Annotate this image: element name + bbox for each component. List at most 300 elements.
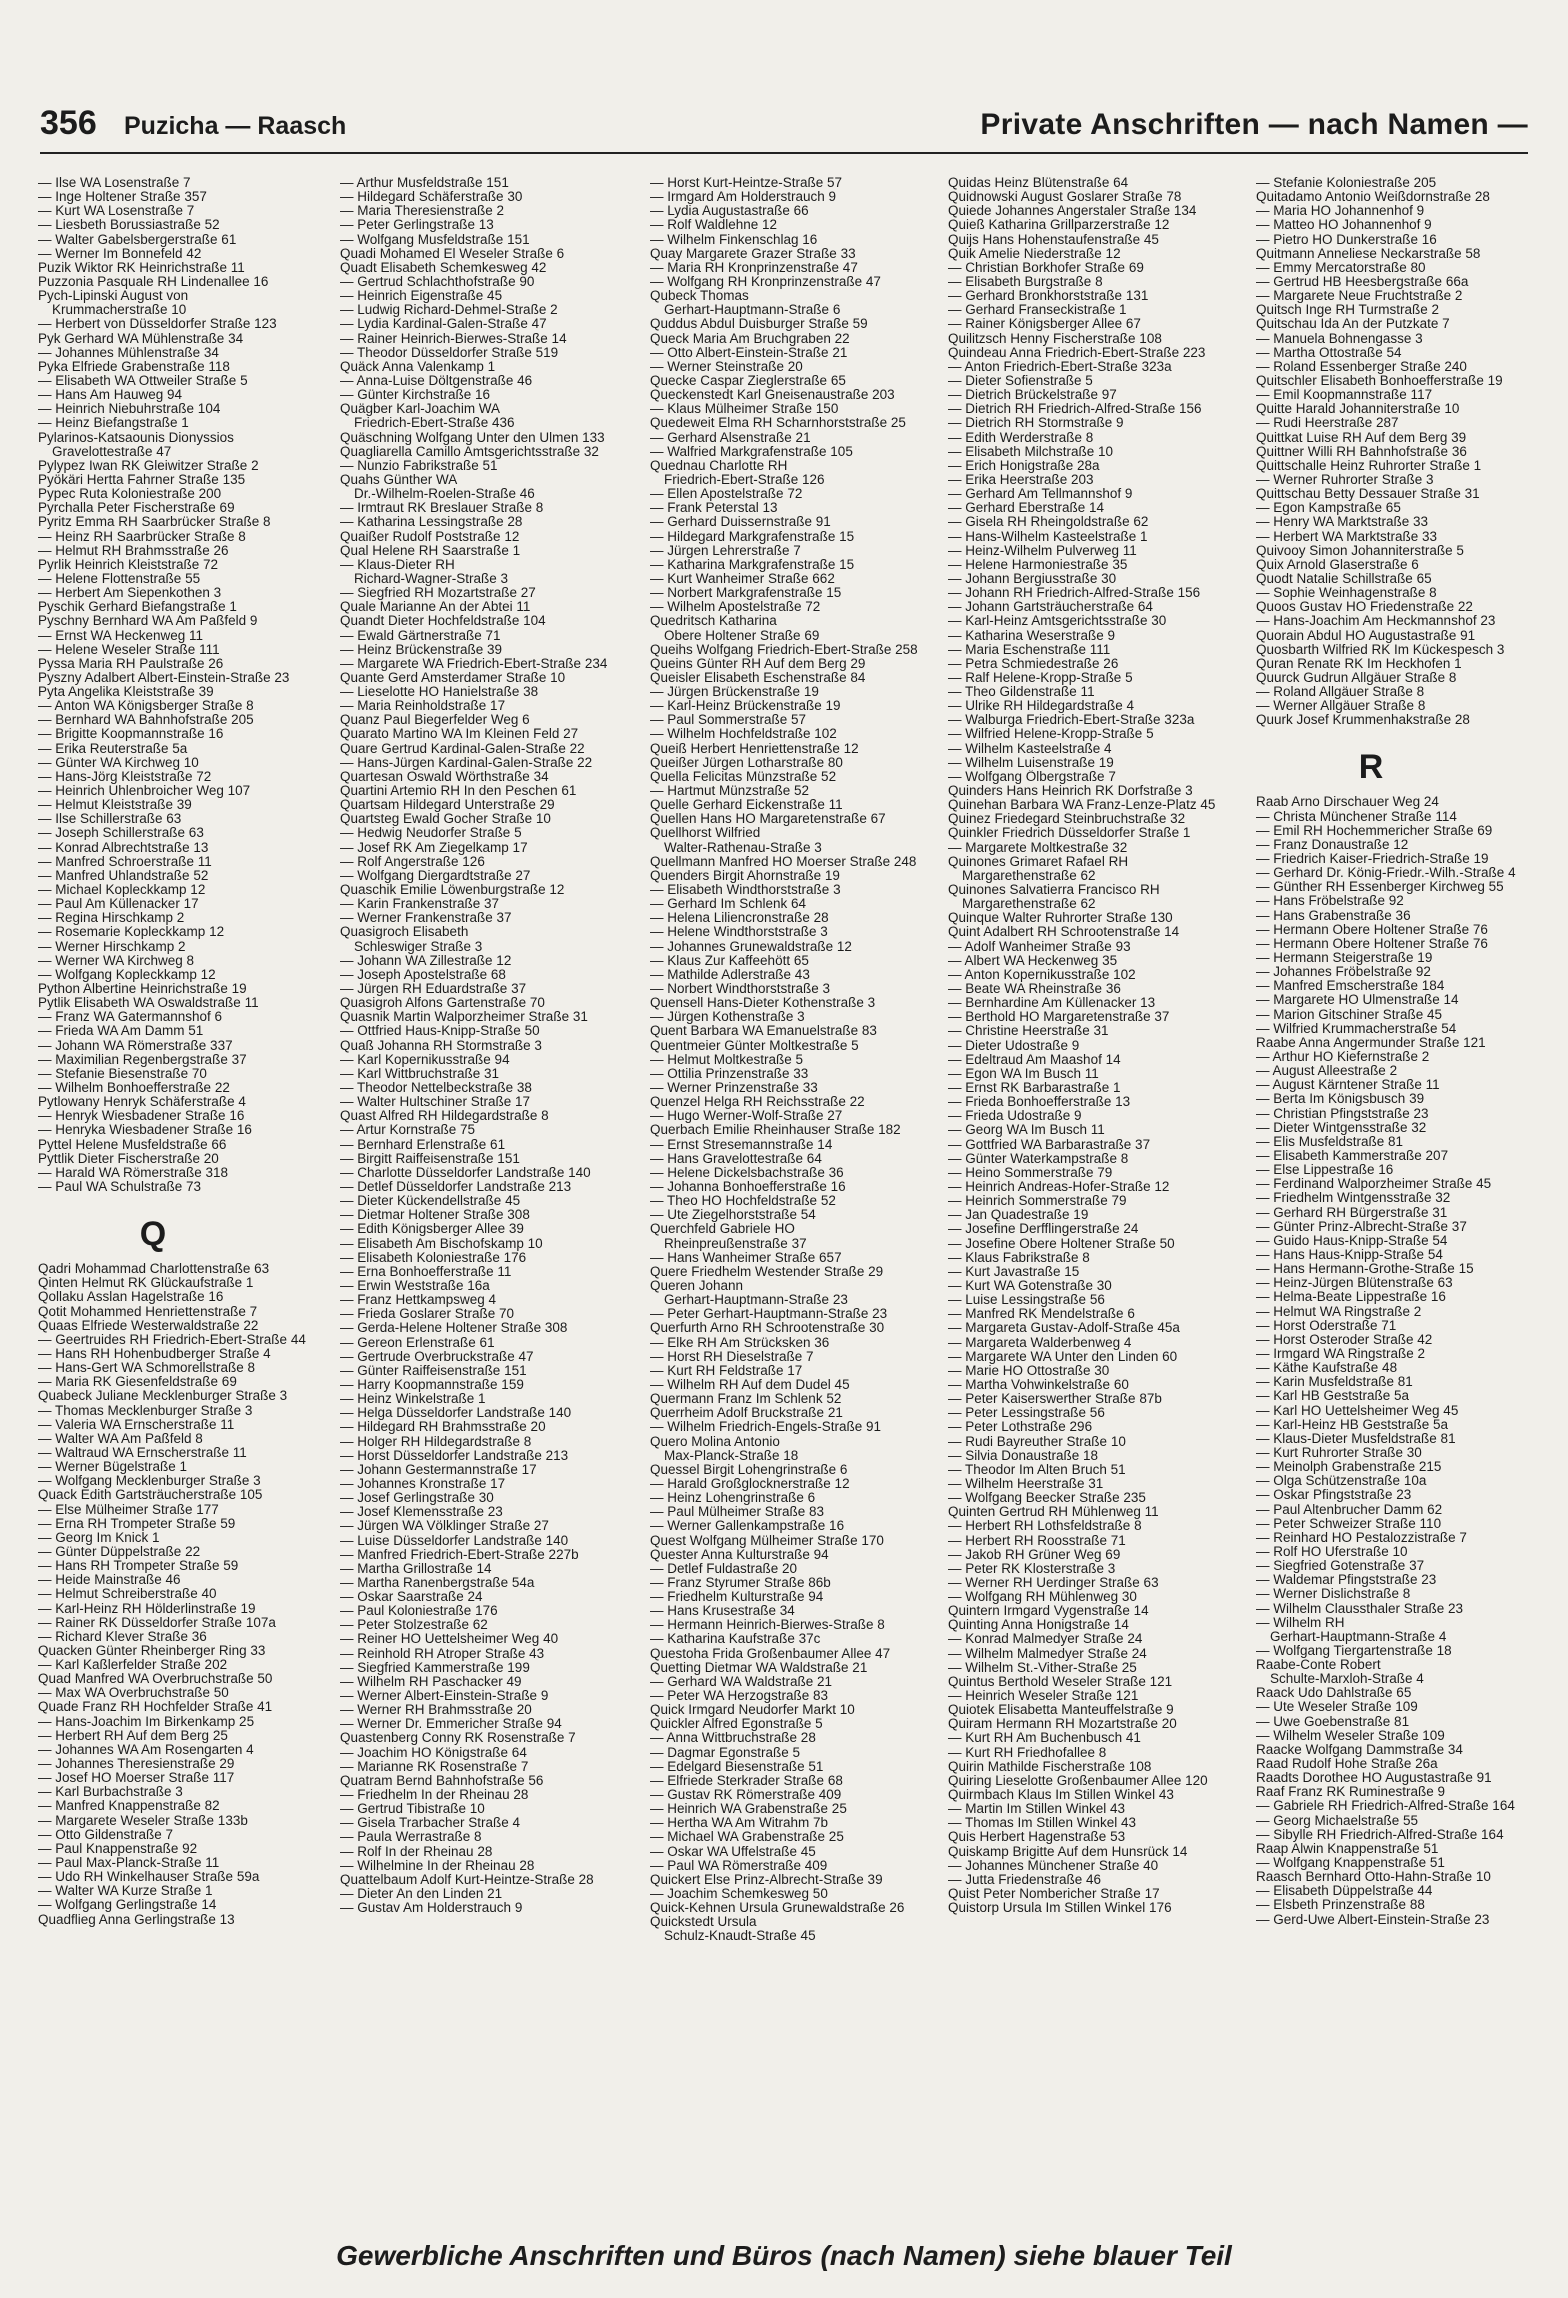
directory-entry: — Günter Düppelstraße 22 xyxy=(38,1544,201,1559)
directory-entry: Schleswiger Straße 3 xyxy=(354,939,483,954)
directory-entry: — Norbert Markgrafenstraße 15 xyxy=(650,586,842,601)
directory-entry: — Gerd-Uwe Albert-Einstein-Straße 23 xyxy=(1256,1912,1490,1927)
directory-entry: Qubeck Thomas xyxy=(650,289,749,304)
directory-entry: — Manfred Friedrich-Ebert-Straße 227b xyxy=(340,1547,579,1562)
directory-entry: — Lydia Kardinal-Galen-Straße 47 xyxy=(340,317,547,332)
directory-entry: Quedritsch Katharina xyxy=(650,614,777,629)
directory-entry: Querbach Emilie Rheinhauser Straße 182 xyxy=(650,1123,901,1138)
directory-entry: — Heinrich Andreas-Hofer-Straße 12 xyxy=(948,1179,1170,1194)
directory-entry: Quale Marianne An der Abtei 11 xyxy=(340,600,531,615)
directory-entry: — Detlef Düsseldorfer Landstraße 213 xyxy=(340,1179,572,1194)
directory-entry: — Johanna Bonhoefferstraße 16 xyxy=(650,1179,846,1194)
directory-entry: — Wilfried Helene-Kropp-Straße 5 xyxy=(948,727,1154,742)
directory-entry: — Frank Peterstal 13 xyxy=(650,501,778,516)
directory-entry: Margarethenstraße 62 xyxy=(962,897,1096,912)
directory-entry: — Wilhelmine In der Rheinau 28 xyxy=(340,1858,535,1873)
directory-entry: — Gerhard Alsenstraße 21 xyxy=(650,430,811,445)
directory-entry: — Dietmar Holtener Straße 308 xyxy=(340,1208,530,1223)
directory-entry: — Erwin Weststraße 16a xyxy=(340,1278,490,1293)
directory-entry: — Wilhelm Heerstraße 31 xyxy=(948,1476,1104,1491)
directory-entry: — Udo RH Winkelhauser Straße 59a xyxy=(38,1870,260,1885)
directory-entry: — Rolf Waldlehne 12 xyxy=(650,218,778,233)
directory-entry: — Jürgen WA Völklinger Straße 27 xyxy=(340,1519,549,1534)
directory-entry: — Artur Kornstraße 75 xyxy=(340,1123,476,1138)
directory-entry: — Siegfried Gotenstraße 37 xyxy=(1256,1559,1425,1574)
directory-entry: Quindeau Anna Friedrich-Ebert-Straße 223 xyxy=(948,345,1206,360)
directory-entry: — Wilhelm Friedrich-Engels-Straße 91 xyxy=(650,1420,882,1435)
directory-entry: — Heinz RH Saarbrücker Straße 8 xyxy=(38,529,246,544)
directory-entry: — Johannes Fröbelstraße 92 xyxy=(1256,965,1431,980)
directory-entry: — Horst Düsseldorfer Landstraße 213 xyxy=(340,1448,569,1463)
directory-entry: — Hans-Gert WA Schmorellstraße 8 xyxy=(38,1361,256,1376)
directory-entry: Quinones Salvatierra Francisco RH xyxy=(948,883,1160,898)
directory-entry: — Wilhelm Hochfeldstraße 102 xyxy=(650,727,837,742)
directory-entry: — Karl Kaßlerfelder Straße 202 xyxy=(38,1658,228,1673)
directory-entry: — Joseph Apostelstraße 68 xyxy=(340,967,506,982)
directory-entry: Pytlowany Henryk Schäferstraße 4 xyxy=(38,1095,246,1110)
directory-entry: — Ilse WA Losenstraße 7 xyxy=(38,176,191,190)
directory-entry: — Irmgard Am Holderstrauch 9 xyxy=(650,190,837,205)
directory-entry: Quran Renate RK Im Heckhofen 1 xyxy=(1256,656,1462,671)
directory-entry: — Maximilian Regenbergstraße 37 xyxy=(38,1052,247,1067)
directory-columns xyxy=(38,176,1538,2216)
directory-entry: — Thomas Mecklenburger Straße 3 xyxy=(38,1403,253,1418)
directory-entry: — Gisela Trarbacher Straße 4 xyxy=(340,1816,521,1831)
directory-entry: — Wilhelm Luisenstraße 19 xyxy=(948,755,1114,770)
directory-entry: — Gottfried WA Barbarastraße 37 xyxy=(948,1137,1151,1152)
directory-entry: Querchfeld Gabriele HO xyxy=(650,1222,795,1237)
directory-entry: Quellen Hans HO Margaretenstraße 67 xyxy=(650,812,886,827)
directory-entry: — Heinrich Niebuhrstraße 104 xyxy=(38,402,221,417)
directory-entry: Quetting Dietmar WA Waldstraße 21 xyxy=(650,1660,868,1675)
directory-entry: — Margarete Weseler Straße 133b xyxy=(38,1813,248,1828)
directory-entry: — Christa Münchener Straße 114 xyxy=(1256,809,1457,824)
directory-entry: — Harald Großglocknerstraße 12 xyxy=(650,1476,850,1491)
directory-entry: — Hermann Obere Holtener Straße 76 xyxy=(1256,936,1488,951)
directory-entry: — Heinrich Sommerstraße 79 xyxy=(948,1194,1127,1209)
directory-entry: — Hedwig Neudorfer Straße 5 xyxy=(340,826,522,841)
directory-entry: — Friedhelm Wintgensstraße 32 xyxy=(1256,1191,1451,1206)
directory-entry: — Bernhard WA Bahnhofstraße 205 xyxy=(38,713,254,728)
directory-entry: Quester Anna Kulturstraße 94 xyxy=(650,1547,829,1562)
directory-entry: Quenzel Helga RH Reichsstraße 22 xyxy=(650,1095,865,1110)
directory-entry: Quensell Hans-Dieter Kothenstraße 3 xyxy=(650,996,876,1011)
directory-entry: — Mathilde Adlerstraße 43 xyxy=(650,967,810,982)
directory-entry: — Edith Königsberger Allee 39 xyxy=(340,1222,524,1237)
directory-entry: — Margarete WA Friedrich-Ebert-Straße 234 xyxy=(340,656,608,671)
directory-entry: Pyta Angelika Kleiststraße 39 xyxy=(38,685,214,700)
directory-entry: — Heinz-Wilhelm Pulverweg 11 xyxy=(948,543,1137,558)
directory-entry: — Hans-Jürgen Kardinal-Galen-Straße 22 xyxy=(340,755,593,770)
directory-entry: — Rudi Heerstraße 287 xyxy=(1256,416,1399,431)
directory-entry: — Edeltraud Am Maashof 14 xyxy=(948,1052,1121,1067)
directory-entry: — Rolf HO Uferstraße 10 xyxy=(1256,1544,1408,1559)
directory-entry: Quadflieg Anna Gerlingstraße 13 xyxy=(38,1912,235,1927)
directory-entry: — Frieda WA Am Damm 51 xyxy=(38,1024,204,1039)
directory-entry: — Werner Prinzenstraße 33 xyxy=(650,1081,818,1095)
directory-entry: — Heinz Biefangstraße 1 xyxy=(38,416,189,431)
directory-entry: Raap Alwin Knappenstraße 51 xyxy=(1256,1841,1439,1856)
directory-entry: — Horst Osteroder Straße 42 xyxy=(1256,1332,1433,1347)
directory-entry: — Birgitt Raiffeisenstraße 151 xyxy=(340,1151,520,1166)
directory-entry: — Johannes Münchener Straße 40 xyxy=(948,1858,1159,1873)
directory-entry: Rheinpreußenstraße 37 xyxy=(664,1236,807,1251)
directory-entry: Pyschny Bernhard WA Am Paßfeld 9 xyxy=(38,614,258,629)
directory-entry: Python Albertine Heinrichstraße 19 xyxy=(38,982,247,997)
directory-entry: — Wilhelm Weseler Straße 109 xyxy=(1256,1728,1445,1743)
directory-entry: Quasigroch Elisabeth xyxy=(340,925,469,940)
directory-entry: — Elsbeth Prinzenstraße 88 xyxy=(1256,1898,1425,1913)
directory-entry: — Hans Gravelottestraße 64 xyxy=(650,1151,822,1166)
directory-entry: — Wilfried Krummacherstraße 54 xyxy=(1256,1021,1457,1036)
directory-entry: — Anton WA Königsberger Straße 8 xyxy=(38,699,254,714)
directory-entry: — Heino Sommerstraße 79 xyxy=(948,1165,1113,1180)
directory-entry: Quartsteg Ewald Gocher Straße 10 xyxy=(340,812,551,827)
directory-entry: — Manfred RK Mendelstraße 6 xyxy=(948,1307,1135,1322)
directory-entry: Quattelbaum Adolf Kurt-Heintze-Straße 28 xyxy=(340,1872,594,1887)
directory-entry: — Herbert RH Auf dem Berg 25 xyxy=(38,1728,228,1743)
directory-entry: Quistorp Ursula Im Stillen Winkel 176 xyxy=(948,1901,1172,1916)
directory-entry: — Henryka Wiesbadener Straße 16 xyxy=(38,1123,252,1138)
directory-entry: — Ludwig Richard-Dehmel-Straße 2 xyxy=(340,303,558,318)
directory-entry: — Peter Gerhart-Hauptmann-Straße 23 xyxy=(650,1307,888,1322)
directory-entry: — Martha Ranenbergstraße 54a xyxy=(340,1575,535,1590)
directory-entry: Querrheim Adolf Bruckstraße 21 xyxy=(650,1406,843,1421)
directory-entry: — Karin Frankenstraße 37 xyxy=(340,897,500,912)
directory-entry: — Gertrud Schlachthofstraße 90 xyxy=(340,274,535,289)
directory-entry: — Otto Gildenstraße 7 xyxy=(38,1827,174,1842)
directory-entry: — Bernhard Erlenstraße 61 xyxy=(340,1137,506,1152)
directory-entry: — Max WA Overbruchstraße 50 xyxy=(38,1686,229,1701)
directory-entry: — Johann WA Römerstraße 337 xyxy=(38,1038,233,1053)
directory-entry: — Elisabeth Windthorststraße 3 xyxy=(650,883,841,898)
directory-entry: — Paul Mülheimer Straße 83 xyxy=(650,1505,825,1520)
directory-entry: — Emmy Mercatorstraße 80 xyxy=(1256,260,1426,275)
directory-entry: — Theo HO Hochfeldstraße 52 xyxy=(650,1194,836,1209)
directory-entry: — Werner Dr. Emmericher Straße 94 xyxy=(340,1717,562,1732)
directory-entry: Quäck Anna Valenkamp 1 xyxy=(340,359,496,374)
directory-entry: — Gabriele RH Friedrich-Alfred-Straße 164 xyxy=(1256,1799,1515,1814)
directory-entry: — Kurt WA Gotenstraße 30 xyxy=(948,1278,1112,1293)
directory-entry: Quist Peter Nombericher Straße 17 xyxy=(948,1887,1160,1902)
directory-entry: — Heinz-Jürgen Blütenstraße 63 xyxy=(1256,1276,1453,1291)
directory-entry: — Dagmar Egonstraße 5 xyxy=(650,1745,801,1760)
directory-entry: — Frieda Goslarer Straße 70 xyxy=(340,1307,515,1322)
directory-entry: — Günter Waterkampstraße 8 xyxy=(948,1151,1129,1166)
directory-entry: — Josefine Derfflingerstraße 24 xyxy=(948,1222,1139,1237)
directory-entry: — Guido Haus-Knipp-Straße 54 xyxy=(1256,1233,1448,1248)
directory-entry: Pych-Lipinski August von xyxy=(38,289,189,304)
directory-entry: Qual Helene RH Saarstraße 1 xyxy=(340,543,521,558)
directory-entry: — Hans Krusestraße 34 xyxy=(650,1604,795,1619)
directory-entry: — Gertrud HB Heesbergstraße 66a xyxy=(1256,274,1469,289)
directory-entry: — Johann Gartsträucherstraße 64 xyxy=(948,600,1153,615)
directory-entry: — Margareta Gustav-Adolf-Straße 45a xyxy=(948,1321,1180,1336)
directory-entry: Quartsam Hildegard Unterstraße 29 xyxy=(340,798,555,813)
directory-entry: Quägber Karl-Joachim WA xyxy=(340,402,501,417)
directory-entry: — Egon WA Im Busch 11 xyxy=(948,1066,1099,1081)
directory-entry: — Berthold HO Margaretenstraße 37 xyxy=(948,1010,1170,1025)
directory-entry: Quirin Mathilde Fischerstraße 108 xyxy=(948,1759,1152,1774)
directory-entry: — Karl-Heinz RH Hölderlinstraße 19 xyxy=(38,1601,256,1616)
directory-entry: Quante Gerd Amsterdamer Straße 10 xyxy=(340,670,566,685)
directory-entry: — Walter Hultschiner Straße 17 xyxy=(340,1095,531,1110)
directory-entry: Pyrlik Heinrich Kleiststraße 72 xyxy=(38,557,219,572)
directory-entry: — Manfred Uhlandstraße 52 xyxy=(38,868,209,883)
directory-entry: — Wolfgang Musfeldstraße 151 xyxy=(340,232,530,247)
directory-entry: — Jürgen Lehrerstraße 7 xyxy=(650,543,801,558)
directory-entry: Quaißer Rudolf Poststraße 12 xyxy=(340,529,520,544)
directory-entry: — Roland Essenberger Straße 240 xyxy=(1256,359,1467,374)
directory-entry: — Rolf In der Rheinau 28 xyxy=(340,1844,493,1859)
directory-entry: — Wilhelm Bonhoefferstraße 22 xyxy=(38,1081,230,1095)
directory-entry: — Gerhard Duissernstraße 91 xyxy=(650,515,831,530)
directory-entry: Quartini Artemio RH In den Peschen 61 xyxy=(340,784,577,799)
directory-entry: — Karl-Heinz HB Geststraße 5a xyxy=(1256,1417,1449,1432)
directory-entry: — Gerhard Bronkhorststraße 131 xyxy=(948,289,1149,304)
directory-entry: — Werner Steinstraße 20 xyxy=(650,359,803,374)
directory-entry: — Elisabeth WA Ottweiler Straße 5 xyxy=(38,373,248,388)
directory-entry: — Martin Im Stillen Winkel 43 xyxy=(948,1802,1126,1817)
directory-entry: — Erna Bonhoefferstraße 11 xyxy=(340,1264,512,1279)
directory-entry: — Rosemarie Kopleckkamp 12 xyxy=(38,925,225,940)
directory-entry: — Pietro HO Dunkerstraße 16 xyxy=(1256,232,1437,247)
directory-entry: — Heinz Winkelstraße 1 xyxy=(340,1392,486,1407)
directory-entry: — Christian Pfingststraße 23 xyxy=(1256,1106,1429,1121)
directory-entry: Queren Johann xyxy=(650,1278,744,1293)
directory-entry: — Gertrud Tibistraße 10 xyxy=(340,1802,485,1817)
directory-entry: — Wolfgang RH Mühlenweg 30 xyxy=(948,1590,1137,1605)
directory-entry: — Wolfgang Beecker Straße 235 xyxy=(948,1491,1146,1506)
directory-entry: — Heinz Brückenstraße 39 xyxy=(340,642,503,657)
directory-entry: — Wolfgang Diergardtstraße 27 xyxy=(340,868,531,883)
directory-entry: — Oskar Saarstraße 24 xyxy=(340,1590,483,1605)
directory-entry: — Gustav RK Römerstraße 409 xyxy=(650,1788,842,1803)
directory-entry: — Reiner HO Uettelsheimer Weg 40 xyxy=(340,1632,559,1647)
directory-entry: Richard-Wagner-Straße 3 xyxy=(354,571,509,586)
directory-entry: Quednau Charlotte RH xyxy=(650,458,788,473)
directory-entry: — Herbert WA Marktstraße 33 xyxy=(1256,529,1438,544)
directory-entry: — Else Lippestraße 16 xyxy=(1256,1163,1394,1178)
directory-entry: Quaschik Emilie Löwenburgstraße 12 xyxy=(340,883,565,898)
directory-entry: — Ottfried Haus-Knipp-Straße 50 xyxy=(340,1024,540,1039)
directory-entry: — Jan Quadestraße 19 xyxy=(948,1208,1089,1223)
section-title: Private Anschriften — nach Namen — xyxy=(980,108,1528,141)
directory-entry: — Sophie Weinhagenstraße 8 xyxy=(1256,586,1437,601)
directory-entry: Queihs Wolfgang Friedrich-Ebert-Straße 258 xyxy=(650,642,918,657)
directory-entry: Pyk Gerhard WA Mühlenstraße 34 xyxy=(38,331,244,346)
directory-entry: Quinez Friedegard Steinbruchstraße 32 xyxy=(948,812,1186,827)
directory-entry: — Werner Allgäuer Straße 8 xyxy=(1256,699,1426,714)
directory-entry: Quinten Gertrud RH Mühlenweg 11 xyxy=(948,1505,1159,1520)
directory-entry: — Peter WA Herzogstraße 83 xyxy=(650,1689,829,1704)
directory-entry: — Dieter Sofienstraße 5 xyxy=(948,373,1093,388)
directory-entry: Quatram Bernd Bahnhofstraße 56 xyxy=(340,1773,544,1788)
directory-entry: — Josef HO Moerser Straße 117 xyxy=(38,1771,235,1786)
directory-entry: Dr.-Wilhelm-Roelen-Straße 46 xyxy=(354,487,535,502)
directory-entry: — Kurt RH Friedhofallee 8 xyxy=(948,1745,1107,1760)
directory-entry: Pyschik Gerhard Biefangstraße 1 xyxy=(38,600,237,615)
directory-entry: — Kurt RH Feldstraße 17 xyxy=(650,1363,803,1378)
directory-entry: — Richard Klever Straße 36 xyxy=(38,1629,207,1644)
directory-entry: Qadri Mohammad Charlottenstraße 63 xyxy=(38,1262,270,1277)
directory-entry: — Harald WA Römerstraße 318 xyxy=(38,1165,229,1180)
directory-entry: — Hans-Joachim Am Heckmannshof 23 xyxy=(1256,614,1496,629)
directory-entry: Quddus Abdul Duisburger Straße 59 xyxy=(650,317,868,332)
directory-entry: — Günter Prinz-Albrecht-Straße 37 xyxy=(1256,1219,1467,1234)
directory-entry: — Werner Dislichstraße 8 xyxy=(1256,1587,1411,1602)
directory-entry: Quandt Dieter Hochfeldstraße 104 xyxy=(340,614,546,629)
directory-entry: — Helmut RH Brahmsstraße 26 xyxy=(38,543,229,558)
directory-entry: — Josef RK Am Ziegelkamp 17 xyxy=(340,840,528,855)
directory-entry: — Siegfried RH Mozartstraße 27 xyxy=(340,586,536,601)
directory-entry: — Horst Oderstraße 71 xyxy=(1256,1318,1397,1333)
directory-entry: — Dieter An den Linden 21 xyxy=(340,1887,503,1902)
directory-entry: — Johann WA Zillestraße 12 xyxy=(340,953,512,968)
directory-entry: — Ute Weseler Straße 109 xyxy=(1256,1700,1418,1715)
directory-entry: Quenders Birgit Ahornstraße 19 xyxy=(650,868,840,883)
directory-entry: — Karin Musfeldstraße 81 xyxy=(1256,1375,1413,1390)
directory-entry: — Jutta Friedenstraße 46 xyxy=(948,1872,1102,1887)
directory-entry: Quentmeier Günter Moltkestraße 5 xyxy=(650,1038,859,1053)
directory-entry: Krummacherstraße 10 xyxy=(52,303,187,318)
directory-entry: Gerhart-Hauptmann-Straße 23 xyxy=(664,1293,848,1308)
directory-entry: Raabe Anna Angermunder Straße 121 xyxy=(1256,1035,1486,1050)
directory-entry: — Anna Wittbruchstraße 28 xyxy=(650,1731,816,1746)
directory-entry: — Hans RH Trompeter Straße 59 xyxy=(38,1559,239,1574)
directory-entry: — Karl-Heinz Brückenstraße 19 xyxy=(650,699,841,714)
directory-entry: — Katharina Weserstraße 9 xyxy=(948,628,1116,643)
directory-entry: — Helmut WA Ringstraße 2 xyxy=(1256,1304,1422,1319)
directory-entry: — Klaus-Dieter RH xyxy=(340,557,455,572)
directory-entry: — Wilhelm RH Paschacker 49 xyxy=(340,1674,522,1689)
directory-entry: — Hans Am Hauweg 94 xyxy=(38,388,183,403)
directory-entry: — Hans Hermann-Grothe-Straße 15 xyxy=(1256,1262,1474,1277)
directory-entry: — Ulrike RH Hildegardstraße 4 xyxy=(948,699,1135,714)
directory-entry: — Erna RH Trompeter Straße 59 xyxy=(38,1516,236,1531)
directory-entry: — Josef Klemensstraße 23 xyxy=(340,1505,503,1520)
directory-entry: — Berta Im Königsbusch 39 xyxy=(1256,1092,1425,1107)
directory-entry: — Helene Dickelsbachstraße 36 xyxy=(650,1165,844,1180)
directory-entry: — Wilhelm Finkenschlag 16 xyxy=(650,232,818,247)
directory-entry: — Kurt Ruhrorter Straße 30 xyxy=(1256,1445,1422,1460)
directory-entry: — Margarete Neue Fruchtstraße 2 xyxy=(1256,289,1463,304)
directory-entry: Quäschning Wolfgang Unter den Ulmen 133 xyxy=(340,430,605,445)
directory-entry: — Ralf Helene-Kropp-Straße 5 xyxy=(948,670,1133,685)
directory-entry: Quickert Else Prinz-Albrecht-Straße 39 xyxy=(650,1872,883,1887)
directory-entry: Quecke Caspar Zieglerstraße 65 xyxy=(650,373,846,388)
directory-entry: — Paul Knappenstraße 92 xyxy=(38,1841,198,1856)
directory-entry: Quirmbach Klaus Im Stillen Winkel 43 xyxy=(948,1788,1174,1803)
directory-entry: — Irmtraut RK Breslauer Straße 8 xyxy=(340,501,544,516)
directory-entry: — Georg Im Knick 1 xyxy=(38,1530,160,1545)
directory-entry: — Hans-Wilhelm Kasteelstraße 1 xyxy=(948,529,1148,544)
section-letter: Q xyxy=(139,1215,167,1254)
directory-entry: Quik Amelie Niederstraße 12 xyxy=(948,246,1121,261)
directory-entry: Quartesan Oswald Wörthstraße 34 xyxy=(340,769,549,784)
directory-entry: — Wolfgang Ölbergstraße 7 xyxy=(948,769,1116,784)
directory-entry: — August Kärntener Straße 11 xyxy=(1256,1078,1440,1093)
directory-entry: — Theodor Düsseldorfer Straße 519 xyxy=(340,345,559,360)
directory-entry: — Michael WA Grabenstraße 25 xyxy=(650,1830,844,1845)
directory-entry: — Hans Wanheimer Straße 657 xyxy=(650,1250,842,1265)
directory-entry: Raacke Wolfgang Dammstraße 34 xyxy=(1256,1742,1463,1757)
directory-entry: Quiram Hermann RH Mozartstraße 20 xyxy=(948,1717,1177,1732)
directory-entry: — Marie HO Ottostraße 30 xyxy=(948,1363,1110,1378)
directory-entry: — Martha Vohwinkelstraße 60 xyxy=(948,1377,1129,1392)
directory-entry: — Helene Harmoniestraße 35 xyxy=(948,557,1128,572)
directory-entry: — Ottilia Prinzenstraße 33 xyxy=(650,1066,809,1081)
directory-entry: Quessel Birgit Lohengrinstraße 6 xyxy=(650,1462,848,1477)
directory-entry: Pyttel Helene Musfeldstraße 66 xyxy=(38,1137,227,1152)
directory-entry: — Brigitte Koopmannstraße 16 xyxy=(38,727,224,742)
directory-entry: Quinkler Friedrich Düsseldorfer Straße 1 xyxy=(948,826,1191,841)
directory-entry: — Beate WA Rheinstraße 36 xyxy=(948,982,1121,997)
directory-entry: — Günther RH Essenberger Kirchweg 55 xyxy=(1256,880,1504,895)
directory-entry: — Friedrich Kaiser-Friedrich-Straße 19 xyxy=(1256,852,1489,867)
directory-entry: — Käthe Kaufstraße 48 xyxy=(1256,1361,1398,1376)
directory-entry: — Gertrude Overbruckstraße 47 xyxy=(340,1349,534,1364)
directory-entry: — Günter Raiffeisenstraße 151 xyxy=(340,1363,527,1378)
directory-entry: — Wilhelm Apostelstraße 72 xyxy=(650,600,821,615)
directory-entry: — Wolfgang Knappenstraße 51 xyxy=(1256,1856,1445,1871)
directory-entry: — Rudi Bayreuther Straße 10 xyxy=(948,1434,1126,1449)
directory-entry: Quermann Franz Im Schlenk 52 xyxy=(650,1392,842,1407)
directory-entry: — Ute Ziegelhorststraße 54 xyxy=(650,1208,816,1223)
directory-entry: — Theodor Nettelbeckstraße 38 xyxy=(340,1081,532,1095)
directory-entry: — Henry WA Marktstraße 33 xyxy=(1256,515,1429,530)
directory-entry: — Paul WA Schulstraße 73 xyxy=(38,1179,202,1194)
directory-entry: Pyssa Maria RH Paulstraße 26 xyxy=(38,656,224,671)
directory-entry: — Walter Gabelsbergerstraße 61 xyxy=(38,232,237,247)
directory-entry: — Maria Theresienstraße 2 xyxy=(340,204,505,219)
directory-entry: Obere Holtener Straße 69 xyxy=(664,628,820,643)
directory-entry: Raadts Dorothee HO Augustastraße 91 xyxy=(1256,1771,1492,1786)
directory-entry: Qotit Mohammed Henriettenstraße 7 xyxy=(38,1304,258,1319)
directory-entry: — Peter Stolzestraße 62 xyxy=(340,1618,488,1633)
directory-entry: — Helmut Schreiberstraße 40 xyxy=(38,1587,217,1602)
directory-entry: — Frieda Udostraße 9 xyxy=(948,1109,1082,1124)
directory-entry: — Hermann Steigerstraße 19 xyxy=(1256,951,1433,966)
directory-entry: — Thomas Im Stillen Winkel 43 xyxy=(948,1816,1137,1831)
directory-entry: Pytlik Elisabeth WA Oswaldstraße 11 xyxy=(38,996,259,1011)
directory-entry: Quitadamo Antonio Weißdornstraße 28 xyxy=(1256,190,1490,205)
directory-entry: — Gerhard WA Waldstraße 21 xyxy=(650,1674,833,1689)
directory-entry: — Ernst RK Barbarastraße 1 xyxy=(948,1081,1121,1095)
directory-entry: — Reinhard HO Pestalozzistraße 7 xyxy=(1256,1530,1467,1545)
directory-entry: Quasnik Martin Walporzheimer Straße 31 xyxy=(340,1010,588,1025)
directory-entry: — Uwe Goebenstraße 81 xyxy=(1256,1714,1410,1729)
directory-entry: — Dietrich RH Stormstraße 9 xyxy=(948,416,1124,431)
directory-entry: — Günter Kirchstraße 16 xyxy=(340,388,491,403)
directory-entry: — Paul Am Küllenacker 17 xyxy=(38,897,199,912)
directory-entry: Puzzonia Pasquale RH Lindenallee 16 xyxy=(38,274,269,289)
directory-entry: — Wilhelm St.-Vither-Straße 25 xyxy=(948,1660,1137,1675)
directory-entry: — Christine Heerstraße 31 xyxy=(948,1024,1109,1039)
directory-entry: Pyrchalla Peter Fischerstraße 69 xyxy=(38,501,235,516)
directory-column-1 xyxy=(38,176,338,1927)
directory-entry: Walter-Rathenau-Straße 3 xyxy=(664,840,822,855)
directory-entry: Pylypez Iwan RK Gleiwitzer Straße 2 xyxy=(38,458,259,473)
directory-entry: — Margarete WA Unter den Linden 60 xyxy=(948,1349,1178,1364)
directory-entry: Margarethenstraße 62 xyxy=(962,868,1096,883)
directory-entry: — Else Mülheimer Straße 177 xyxy=(38,1502,219,1517)
directory-entry: Max-Planck-Straße 18 xyxy=(664,1448,799,1463)
directory-entry: — Karl HB Geststraße 5a xyxy=(1256,1389,1410,1404)
directory-entry: — Kurt RH Am Buchenbusch 41 xyxy=(948,1731,1141,1746)
directory-entry: Quiede Johannes Angerstaler Straße 134 xyxy=(948,204,1197,219)
directory-entry: — Werner WA Kirchweg 8 xyxy=(38,953,195,968)
